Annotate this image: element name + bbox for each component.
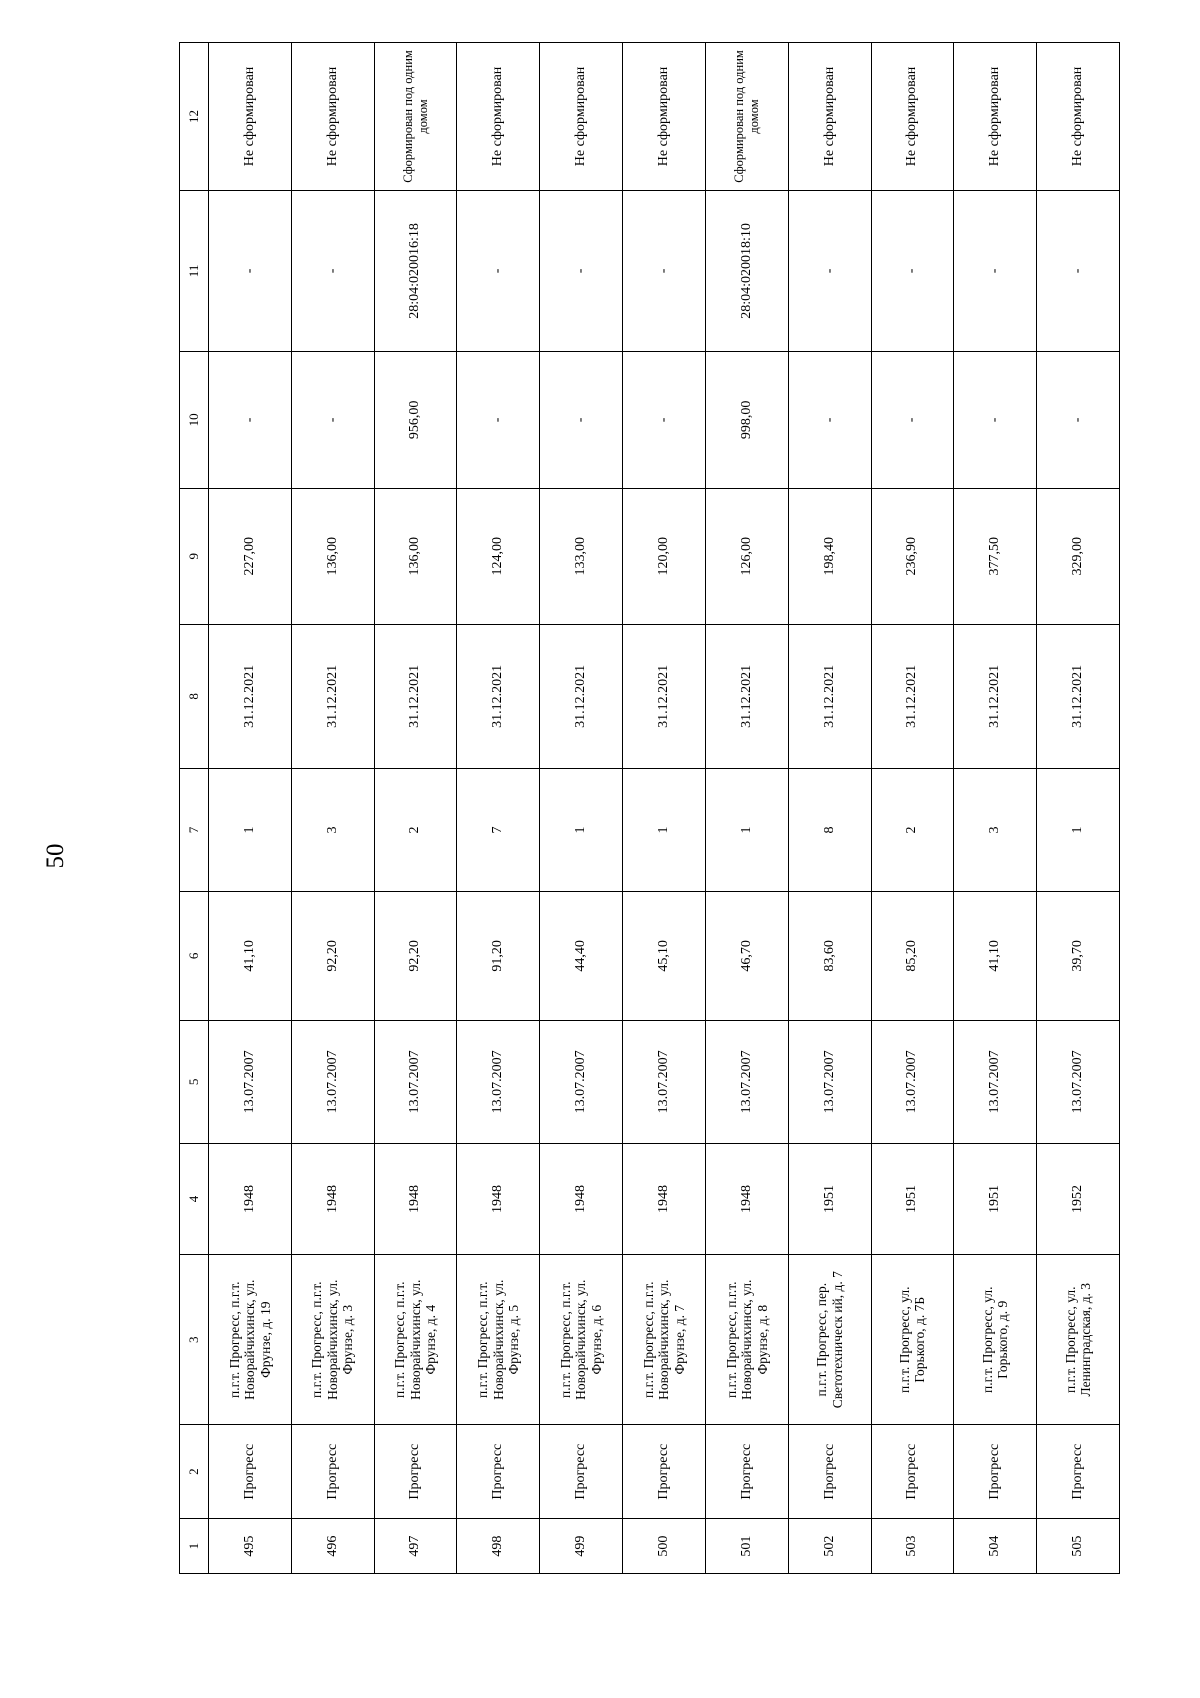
residents-cell: 8	[788, 769, 871, 892]
area-value-cell: 126,00	[705, 488, 788, 624]
land-status-cell: Не сформирован	[457, 43, 540, 191]
table-row	[457, 43, 540, 1574]
land-area-cell: -	[1037, 351, 1120, 488]
row-number-cell: 504	[954, 1519, 1037, 1574]
table-row	[623, 43, 706, 1574]
build-year-cell: 1951	[954, 1143, 1037, 1255]
planned-date-cell: 31.12.2021	[540, 624, 623, 769]
settlement-cell: Прогресс	[788, 1425, 871, 1519]
area-cell: 92,20	[291, 891, 374, 1020]
land-status-cell: Сформирован под одним домом	[374, 43, 457, 191]
build-year-cell: 1951	[871, 1143, 954, 1255]
land-status-cell: Не сформирован	[291, 43, 374, 191]
area-cell: 83,60	[788, 891, 871, 1020]
land-area-cell: -	[291, 351, 374, 488]
recognition-date-cell: 13.07.2007	[540, 1021, 623, 1144]
land-area-cell: -	[209, 351, 292, 488]
address-cell: п.г.т. Прогресс, п.г.т. Новорайчихинск, ул. Фрунзе, д. 19	[209, 1255, 292, 1425]
land-status-cell: Не сформирован	[540, 43, 623, 191]
row-number-cell: 502	[788, 1519, 871, 1574]
area-cell: 46,70	[705, 891, 788, 1020]
land-area-cell: -	[954, 351, 1037, 488]
settlement-cell: Прогресс	[954, 1425, 1037, 1519]
table-row	[1037, 43, 1120, 1574]
planned-date-cell: 31.12.2021	[374, 624, 457, 769]
settlement-cell: Прогресс	[871, 1425, 954, 1519]
land-status-cell: Не сформирован	[623, 43, 706, 191]
land-status-cell: Сформирован под одним домом	[705, 43, 788, 191]
column-header: 4	[180, 1143, 209, 1255]
residents-cell: 1	[705, 769, 788, 892]
planned-date-cell: 31.12.2021	[209, 624, 292, 769]
column-header: 5	[180, 1021, 209, 1144]
build-year-cell: 1948	[291, 1143, 374, 1255]
area-value-cell: 227,00	[209, 488, 292, 624]
recognition-date-cell: 13.07.2007	[871, 1021, 954, 1144]
settlement-cell: Прогресс	[1037, 1425, 1120, 1519]
land-area-cell: 956,00	[374, 351, 457, 488]
cadastral-number-cell: -	[788, 190, 871, 351]
table-container	[179, 42, 1120, 1574]
area-cell: 85,20	[871, 891, 954, 1020]
planned-date-cell: 31.12.2021	[705, 624, 788, 769]
row-number-cell: 505	[1037, 1519, 1120, 1574]
cadastral-number-cell: -	[1037, 190, 1120, 351]
cadastral-number-cell: 28:04:020016:18	[374, 190, 457, 351]
residents-cell: 2	[871, 769, 954, 892]
column-header: 3	[180, 1255, 209, 1425]
column-header: 9	[180, 488, 209, 624]
row-number-cell: 501	[705, 1519, 788, 1574]
land-area-cell: -	[540, 351, 623, 488]
residents-cell: 2	[374, 769, 457, 892]
address-cell: п.г.т. Прогресс, ул. Ленинградская, д. 3	[1037, 1255, 1120, 1425]
residents-cell: 7	[457, 769, 540, 892]
land-area-cell: -	[788, 351, 871, 488]
build-year-cell: 1948	[374, 1143, 457, 1255]
area-cell: 92,20	[374, 891, 457, 1020]
address-cell: п.г.т. Прогресс, п.г.т. Новорайчихинск, ул. Фрунзе, д. 5	[457, 1255, 540, 1425]
recognition-date-cell: 13.07.2007	[623, 1021, 706, 1144]
address-cell: п.г.т. Прогресс, п.г.т. Новорайчихинск, ул. Фрунзе, д. 6	[540, 1255, 623, 1425]
build-year-cell: 1948	[457, 1143, 540, 1255]
column-number-row	[180, 43, 209, 1574]
build-year-cell: 1948	[623, 1143, 706, 1255]
planned-date-cell: 31.12.2021	[457, 624, 540, 769]
column-header: 2	[180, 1425, 209, 1519]
settlement-cell: Прогресс	[374, 1425, 457, 1519]
land-area-cell: -	[457, 351, 540, 488]
settlement-cell: Прогресс	[705, 1425, 788, 1519]
address-cell: п.г.т. Прогресс, пер. Светотехническ ий, д. 7	[788, 1255, 871, 1425]
planned-date-cell: 31.12.2021	[871, 624, 954, 769]
planned-date-cell: 31.12.2021	[291, 624, 374, 769]
area-value-cell: 377,50	[954, 488, 1037, 624]
table-row	[209, 43, 292, 1574]
land-area-cell: -	[871, 351, 954, 488]
recognition-date-cell: 13.07.2007	[954, 1021, 1037, 1144]
recognition-date-cell: 13.07.2007	[457, 1021, 540, 1144]
table-body	[209, 43, 1120, 1574]
land-status-cell: Не сформирован	[1037, 43, 1120, 191]
area-value-cell: 136,00	[291, 488, 374, 624]
build-year-cell: 1948	[209, 1143, 292, 1255]
area-value-cell: 329,00	[1037, 488, 1120, 624]
planned-date-cell: 31.12.2021	[1037, 624, 1120, 769]
row-number-cell: 496	[291, 1519, 374, 1574]
column-header: 12	[180, 43, 209, 191]
residents-cell: 1	[1037, 769, 1120, 892]
cadastral-number-cell: 28:04:020018:10	[705, 190, 788, 351]
area-value-cell: 120,00	[623, 488, 706, 624]
residents-cell: 1	[209, 769, 292, 892]
table-row	[705, 43, 788, 1574]
planned-date-cell: 31.12.2021	[788, 624, 871, 769]
area-value-cell: 198,40	[788, 488, 871, 624]
area-cell: 45,10	[623, 891, 706, 1020]
recognition-date-cell: 13.07.2007	[705, 1021, 788, 1144]
area-value-cell: 236,90	[871, 488, 954, 624]
cadastral-number-cell: -	[540, 190, 623, 351]
row-number-cell: 495	[209, 1519, 292, 1574]
cadastral-number-cell: -	[457, 190, 540, 351]
land-area-cell: 998,00	[705, 351, 788, 488]
area-cell: 39,70	[1037, 891, 1120, 1020]
settlement-cell: Прогресс	[540, 1425, 623, 1519]
build-year-cell: 1951	[788, 1143, 871, 1255]
area-cell: 41,10	[954, 891, 1037, 1020]
housing-registry-table	[179, 42, 1120, 1574]
recognition-date-cell: 13.07.2007	[374, 1021, 457, 1144]
column-header: 6	[180, 891, 209, 1020]
table-row	[374, 43, 457, 1574]
settlement-cell: Прогресс	[291, 1425, 374, 1519]
row-number-cell: 499	[540, 1519, 623, 1574]
row-number-cell: 498	[457, 1519, 540, 1574]
column-header: 1	[180, 1519, 209, 1574]
row-number-cell: 503	[871, 1519, 954, 1574]
residents-cell: 3	[291, 769, 374, 892]
column-header: 7	[180, 769, 209, 892]
build-year-cell: 1952	[1037, 1143, 1120, 1255]
area-cell: 91,20	[457, 891, 540, 1020]
address-cell: п.г.т. Прогресс, ул. Горького, д. 7Б	[871, 1255, 954, 1425]
build-year-cell: 1948	[540, 1143, 623, 1255]
row-number-cell: 500	[623, 1519, 706, 1574]
table-row	[954, 43, 1037, 1574]
column-header: 10	[180, 351, 209, 488]
table-row	[540, 43, 623, 1574]
land-area-cell: -	[623, 351, 706, 488]
settlement-cell: Прогресс	[457, 1425, 540, 1519]
cadastral-number-cell: -	[209, 190, 292, 351]
planned-date-cell: 31.12.2021	[954, 624, 1037, 769]
area-value-cell: 133,00	[540, 488, 623, 624]
land-status-cell: Не сформирован	[871, 43, 954, 191]
address-cell: п.г.т. Прогресс, п.г.т. Новорайчихинск, ул. Фрунзе, д. 3	[291, 1255, 374, 1425]
cadastral-number-cell: -	[623, 190, 706, 351]
settlement-cell: Прогресс	[209, 1425, 292, 1519]
page-number: 50	[42, 843, 69, 869]
area-value-cell: 124,00	[457, 488, 540, 624]
recognition-date-cell: 13.07.2007	[291, 1021, 374, 1144]
area-value-cell: 136,00	[374, 488, 457, 624]
table-row	[788, 43, 871, 1574]
area-cell: 41,10	[209, 891, 292, 1020]
row-number-cell: 497	[374, 1519, 457, 1574]
residents-cell: 1	[540, 769, 623, 892]
recognition-date-cell: 13.07.2007	[209, 1021, 292, 1144]
recognition-date-cell: 13.07.2007	[1037, 1021, 1120, 1144]
residents-cell: 1	[623, 769, 706, 892]
address-cell: п.г.т. Прогресс, ул. Горького, д. 9	[954, 1255, 1037, 1425]
land-status-cell: Не сформирован	[788, 43, 871, 191]
land-status-cell: Не сформирован	[209, 43, 292, 191]
residents-cell: 3	[954, 769, 1037, 892]
cadastral-number-cell: -	[871, 190, 954, 351]
table-row	[871, 43, 954, 1574]
settlement-cell: Прогресс	[623, 1425, 706, 1519]
area-cell: 44,40	[540, 891, 623, 1020]
address-cell: п.г.т. Прогресс, п.г.т. Новорайчихинск, ул. Фрунзе, д. 4	[374, 1255, 457, 1425]
cadastral-number-cell: -	[954, 190, 1037, 351]
planned-date-cell: 31.12.2021	[623, 624, 706, 769]
table-row	[291, 43, 374, 1574]
address-cell: п.г.т. Прогресс, п.г.т. Новорайчихинск, ул. Фрунзе, д. 8	[705, 1255, 788, 1425]
recognition-date-cell: 13.07.2007	[788, 1021, 871, 1144]
column-header: 8	[180, 624, 209, 769]
address-cell: п.г.т. Прогресс, п.г.т. Новорайчихинск, ул. Фрунзе, д. 7	[623, 1255, 706, 1425]
cadastral-number-cell: -	[291, 190, 374, 351]
land-status-cell: Не сформирован	[954, 43, 1037, 191]
build-year-cell: 1948	[705, 1143, 788, 1255]
column-header: 11	[180, 190, 209, 351]
